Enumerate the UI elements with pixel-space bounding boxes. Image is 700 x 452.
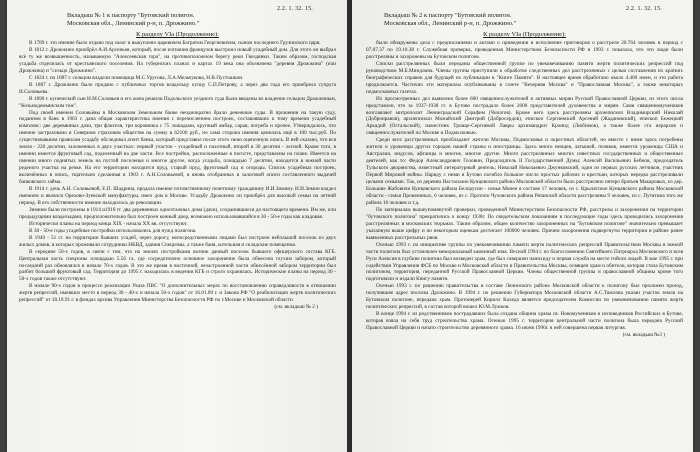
left-page-header bbox=[67, 12, 336, 28]
right-header-line-1: Вкладыш № 2 к паспорту "Бутовский полигон. bbox=[384, 12, 512, 19]
left-paragraph: В 1789 г. это имение было отдано под залог и выкуплено царевичем Багратом Георгиевичем, сыном последнего Грузинского царя. bbox=[29, 40, 321, 46]
left-header-line-1: Вкладыш № 1 к паспорту "Бутовский полигон. bbox=[67, 12, 195, 19]
right-paragraph: По материалам вышеупомянутой проверки, проведенной Министерством Безопасности РФ, расстрелы и захоронения на территории "бутовского полигона" прекратились к концу 1938г. По свидетельским показаниям в последующие годы здесь проводились захоронения расстрелянных в московских тюрьмах. Таким образом, общее количество захороненных на "Бутовском полигоне" значительно превышает указанную выше цифру и по некоторым оценкам достигает 100000 человек. Причем захоронения подвергнуты территории в районе ранее выявленных расстрельных рвов. bbox=[366, 206, 683, 241]
left-section-title: К разделу VIa (Продолжение): bbox=[136, 31, 219, 38]
right-paragraph: Осенью 1993 г. по инициативе группы по увековечиванию памяти жертв политических репрессий Правительством Москвы в южной части полигона был установлен мемориальный каменный знак. Весной 1994 г. по благословению Святейшего Патриарха Московского и всея Руси Алексия в глубине полигона был возведен храм, где был совершен панихиду и первая служба на месте гибели людей. В мае 1995 г. при содействии Управления ФСБ по Москве и Московской области и Правительства Москвы, освящен храм и обители, которая стала Бутовским полигоном, территория, переданной Русской Православной Церкви. Члены общественной группы и православной общины кроме того подготовили и издали Книгу памяти. bbox=[366, 241, 683, 283]
right-paragraph: Осенью 1993 г. по решению правительства в составе Ленинского района Московской области к полигону был проложен проезд, получившее адрес поселка Дрожжино. В 1994 г. по решению Губернатора Московской области А.С.Тяжлова указан участок земли на Бутовском полигоне, передана храм. Протоиерей Кирилл Каледа является председателем Комиссии по увековечиванию памяти жертв политических репрессий, в состав которой вошел Ю.М.Лужков. bbox=[366, 283, 683, 311]
left-page-footer: (см. вкладыш № 2 ) bbox=[274, 304, 318, 311]
left-paragraph: В 1940 - 51 гг. на территории бывших усадеб, через дорогу, непосредственными лицами был построен небольшой поселок из двух жилых домов, в которых проживали сотрудники НКВД, здания Специзмы, а также баня, котельная и складские помещения. bbox=[19, 234, 336, 248]
right-paragraph: В конце 1994 г. из родственников пострадавших была создана община храма св. Новомучеников и исповедников Российских в Бутове, которая взяла на себя труд строительства храма. Осенью 1995 г. территория центральной части полигона была передана Русской Православной Церкви и начато строительство деревянного храма. 16 июня 1996г. в ней совершена первая литургия. bbox=[366, 311, 683, 332]
right-paragraph: Списки расстрелянных были переданы общественной группе по увековечиванию памяти жертв политических репрессий под руководством М.Б.Миндлина. Члены группы приступили к обработке следственных дел расстрелянных с целью составления их кратких биографических справок для будущей их публикации в "Книге Памяти". В настоящее время обработано около 4.400 имен, и это работа продолжается. Частично эти материалы опубликованы в газете "Вечерняя Москва" и "Православная Москва", а также некоторых подмосковных газетах. bbox=[366, 60, 683, 95]
left-paragraph: Исторически планы на период конца XIX - начала XX вв. отсутствуют. bbox=[29, 220, 188, 227]
right-section-title: К разделу VIa (Продолжение): bbox=[483, 31, 566, 38]
left-paragraph: В середине 50-х годов, в связи с тем, что на землях постройками возник дачный поселок бывшего офицерского состава КГБ. Центральная часть спецзоны площадью 5.56 га, где сосредоточено основное захоронение была обнесена глухим забором, который последний раз обновлялся в начале 70-х годов. В это же время в восточной, незастроенной части обнесённой забором территории был разбит большой фруктовый сад. Территория до 1995 г. находилась в ведении КГБ и строго охранялась. Исторические планы на период 30 - 50-х годов также отсутствуют. bbox=[19, 248, 336, 283]
left-paragraph: Зимним были построены в 1914 и1918 гг. два деревянных одноэтажных дома (дачи), сохранившиеся до настоящего времени. Им же, или предыдущими владельцами, предположительно был построен конный двор, возможно использовавшийся в 30 - 50-е годы как кладовая. bbox=[19, 206, 336, 220]
right-page-header bbox=[384, 12, 683, 28]
right-document-page bbox=[352, 0, 693, 452]
left-paragraph: В 1890 г. купеческий сын Н.М.Соловьев и его жена решили Подольского уездного суда были введены во владение сельцом Дрожжиным, "Козьмодемьянским тож". bbox=[19, 95, 336, 109]
left-paragraph: В 1887 г. Дрожжино было продано с публичных торгов владельцу купцу С.П.Петрову, а через два года его приобрела супруга И.Соловьева. bbox=[19, 81, 336, 95]
left-paragraph: В 30 - 50-е годы усадебные постройки использовались для нужд полигона. bbox=[29, 227, 197, 234]
right-paragraph: Среди всех расстрелянных преобладают жители Москвы, Подмосковья и окрестных областей, но вместе с ними здесь погребены жители и уроженцы других городов нашей страны и иностранцы. Здесь много немцев, латышей, поляков, имеется уроженцы США и Австралии, индусов, афганцы и многие, многие другие. Много расстрелянных многих известных государственных и общественных деятелей, как то: Федор Александрович Головин, Председатель II Государственной Думы; Алексей Васильевич Бебнов, председатель Тульского дворянства, известный литературный деятель; Николай Николаевич Джунковский, один из первых русских летчиков, участник Первой Мировой войны. Наряду с ними в Бутово погибло большое число простых рабочих и крестьян, которых нередко расстреливали целыми семьями. Так, из деревни Настасьино Кунцевского района Московской области было расстреляно пятеро братьев Макаровых, из дер. Большие Жабовичи Кунцевского района Белорусии - семья Монен в составе 17 человек, из с. Крылатское Кунцевского района Московской области - семья Пронениных, 6 человек, из с. Протопо Чуховского района Рязанской области расстреляны 9 человек, из с. Путятина того же района 16 человек и т.д. bbox=[366, 137, 683, 206]
right-paragraph: Их просмотренных дел выявлено более 600 священнослужителей и активных мирян Русской Православной Церкви, из этого числа представлен, что за 1937-1938 гг. в Бутово пострадало более 2000 представителей духовенства и мирян. Сами священномучеников возглавляет митрополит Ленинградский Серафим (Чичагов). Кроме него здесь расстреляны архиепископ Владимирский Николай (Добронравов), архиепископ Можайский Дмитрий (Добросердов), епископ Сергиевский Арсений (Жадановский), епископ Бежецкий Аркадий (Остальский), наместник Троице-Сергиевой Лавры архимандрит Кронид (Любимов), а также более ста иерархов и священнослужителей по Москве и Подмосковью. bbox=[366, 95, 683, 137]
right-paragraph: были обнаружены дела с предписаниями и актами о приведении в исполнение приговоров о расстреле 20.764 человек в период с 07.07.37 по 19.10.38 г. Служебная проверка, проведенная Министерством Безопасности РФ в 1993 г. показала, что эти люди были расстреляны и захоронены на Бутовском полигоне. bbox=[366, 40, 683, 60]
left-paragraph: С 1824 г. по 1887 г. сельцом владели помещица М.С.Урусова, Л.А.Мельчукова, Н.В.Пустошкин. bbox=[29, 74, 244, 81]
left-page-corner-code: 2.2. 1. 32. 15. bbox=[277, 6, 313, 12]
left-paragraph: В начале 90-х годов в процессе реализации Указа ПВС "О дополнительных мерах по восстановлению справедливости в отношении жертв репрессий, имевших место в период 30 - 40-х и начала 50-х годов" от 16.01.89 г. и Закона РФ "О реабилитации жертв политических репрессий" от 18.10.91 г. в фондах архива Управления Министерства Безопасности РФ по г.Москве и Московской области bbox=[19, 283, 336, 304]
left-paragraph: Под своей именем Соловьёвы в Московском Земельном банке неоднократно брали денежные суды. В прошении на такую суду, поданном в банк в 1903 г. дана общая характеристика имения с перечислением построек, составлявших к тому времени усадебный комплекс: две деревянных дачи, три флигеля, три коровника с 75 лошадьми, крупный амбар, сарая, погреба и прочее. Утверждалось, что имение застраховано в Северном страховом обществе на сумму в 62100 руб., но сама сторона имения ценилась ещё в 100 тыс.руб. По существовавшим правилам усадьбу обследовал агент банка, который представил после этого свою оценочную опись. В ней сказано, что вся земля - 220 десятин, заложенных в двух участках: первый участок - усадебный и пахотный, второй в 30 десятин - лесной. Кроме того, в имении имеется фруктовый сад, поделенный на две части. Все постройки, расположенные в погосте, представлены на плане. Имеется на имении много поднятых земель на пустой поселенья и многое другое, когда усадьба, площадью 7 десятин, находится в южной части реденого участка на речке. На его территории находится пруд, старый пруд, фруктовый сад и огороды. Список усадебных построек, включённых в опись, тщательно сделанная в 1903 г. А.Н.Соловьевой, в вновь отобранных в залоговой описи составленного выдачей банковского займа. bbox=[19, 109, 336, 186]
right-page-corner-code: 2.2. 1. 32. 15. bbox=[626, 6, 662, 12]
right-page-footer: (см. вкладыш №3 ) bbox=[622, 332, 665, 339]
left-paragraph: В 1914 г. дочь А.Н. Соловьевой, Е.П. Шадрина, продала имение потомственному почетному гражданину И.И.Зимину. И.И.Зимин владел имением и являлся Орехово-Зуевской мануфактуры, имел дом в Москве. Усадьбу Дрожжино он приобрёл для высокой семьи на летний период. В его собственности имение находилось до революции. bbox=[19, 186, 336, 206]
right-body-text bbox=[366, 40, 683, 332]
left-body-text bbox=[19, 40, 336, 304]
right-header-line-2: Московская обл., Ленинский р-н, п. Дрожжино." bbox=[384, 20, 517, 27]
left-header-line-2: Московская обл., Ленинский р-н, п. Дрожжино." bbox=[67, 20, 200, 27]
left-paragraph: В 1812 г. Дрожжино приобрёл А.И.Арсеньев, который, после изгнания французов выстроил новый усадебный дом. Для этого он выбрал всё ту же возвышенность, называемую "Алексеевская гора", на противоположном берегу реки Гвоздянки. Таким образом, господская усадьба отделилась от крестьянского поселения. На губернских планах и картах 19 века она обозначена "деревня Дрожжина" (или Дрожжина) и "сельцо Дрожжино". bbox=[19, 46, 336, 74]
left-document-page bbox=[7, 0, 347, 452]
